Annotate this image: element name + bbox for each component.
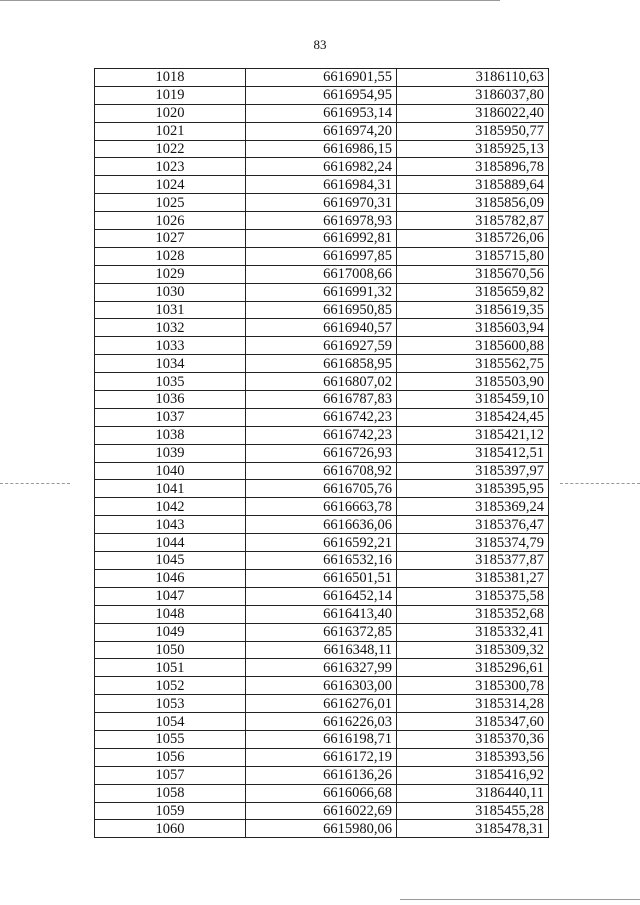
table-row	[95, 69, 549, 87]
y-coordinate-cell: 3185896,78	[397, 158, 549, 176]
x-coordinate-cell: 6616901,55	[246, 69, 397, 87]
point-number-cell: 1027	[95, 230, 246, 248]
x-coordinate-cell: 6616022,69	[246, 802, 397, 820]
y-coordinate-cell: 3185376,47	[397, 516, 549, 534]
point-number-cell: 1035	[95, 373, 246, 391]
table-row	[95, 569, 549, 587]
x-coordinate-cell: 6616787,83	[246, 391, 397, 409]
y-coordinate-cell: 3185377,87	[397, 552, 549, 570]
point-number-cell: 1059	[95, 802, 246, 820]
y-coordinate-cell: 3186022,40	[397, 104, 549, 122]
table-row	[95, 212, 549, 230]
x-coordinate-cell: 6616136,26	[246, 766, 397, 784]
point-number-cell: 1025	[95, 194, 246, 212]
y-coordinate-cell: 3185562,75	[397, 355, 549, 373]
point-number-cell: 1060	[95, 820, 246, 838]
y-coordinate-cell: 3185670,56	[397, 265, 549, 283]
table-row	[95, 748, 549, 766]
y-coordinate-cell: 3185369,24	[397, 498, 549, 516]
point-number-cell: 1024	[95, 176, 246, 194]
y-coordinate-cell: 3186440,11	[397, 784, 549, 802]
table-row	[95, 552, 549, 570]
x-coordinate-cell: 6616940,57	[246, 319, 397, 337]
bottom-scan-edge	[400, 899, 640, 900]
left-scan-mark	[0, 483, 70, 484]
right-scan-mark	[560, 483, 640, 484]
y-coordinate-cell: 3185416,92	[397, 766, 549, 784]
table-row	[95, 104, 549, 122]
y-coordinate-cell: 3185950,77	[397, 122, 549, 140]
y-coordinate-cell: 3185478,31	[397, 820, 549, 838]
y-coordinate-cell: 3185375,58	[397, 587, 549, 605]
y-coordinate-cell: 3185395,95	[397, 480, 549, 498]
y-coordinate-cell: 3185393,56	[397, 748, 549, 766]
x-coordinate-cell: 6616742,23	[246, 426, 397, 444]
table-row	[95, 194, 549, 212]
point-number-cell: 1020	[95, 104, 246, 122]
y-coordinate-cell: 3185856,09	[397, 194, 549, 212]
point-number-cell: 1050	[95, 641, 246, 659]
x-coordinate-cell: 6616413,40	[246, 605, 397, 623]
x-coordinate-cell: 6616954,95	[246, 86, 397, 104]
x-coordinate-cell: 6616970,31	[246, 194, 397, 212]
table-row	[95, 408, 549, 426]
point-number-cell: 1036	[95, 391, 246, 409]
table-row	[95, 391, 549, 409]
y-coordinate-cell: 3185314,28	[397, 695, 549, 713]
point-number-cell: 1033	[95, 337, 246, 355]
y-coordinate-cell: 3185603,94	[397, 319, 549, 337]
y-coordinate-cell: 3185397,97	[397, 462, 549, 480]
x-coordinate-cell: 6616452,14	[246, 587, 397, 605]
point-number-cell: 1053	[95, 695, 246, 713]
x-coordinate-cell: 6616303,00	[246, 677, 397, 695]
y-coordinate-cell: 3185374,79	[397, 534, 549, 552]
table-row	[95, 158, 549, 176]
y-coordinate-cell: 3185347,60	[397, 713, 549, 731]
point-number-cell: 1041	[95, 480, 246, 498]
x-coordinate-cell: 6616592,21	[246, 534, 397, 552]
x-coordinate-cell: 6616991,32	[246, 283, 397, 301]
x-coordinate-cell: 6615980,06	[246, 820, 397, 838]
table-row	[95, 802, 549, 820]
point-number-cell: 1044	[95, 534, 246, 552]
y-coordinate-cell: 3185459,10	[397, 391, 549, 409]
point-number-cell: 1037	[95, 408, 246, 426]
y-coordinate-cell: 3185455,28	[397, 802, 549, 820]
point-number-cell: 1048	[95, 605, 246, 623]
point-number-cell: 1034	[95, 355, 246, 373]
page-number: 83	[313, 37, 327, 52]
point-number-cell: 1026	[95, 212, 246, 230]
y-coordinate-cell: 3185296,61	[397, 659, 549, 677]
table-row	[95, 301, 549, 319]
table-row	[95, 140, 549, 158]
x-coordinate-cell: 6616705,76	[246, 480, 397, 498]
point-number-cell: 1049	[95, 623, 246, 641]
x-coordinate-cell: 6616172,19	[246, 748, 397, 766]
point-number-cell: 1055	[95, 730, 246, 748]
coordinates-table	[94, 68, 549, 838]
table-row	[95, 516, 549, 534]
point-number-cell: 1028	[95, 247, 246, 265]
x-coordinate-cell: 6616974,20	[246, 122, 397, 140]
table-row	[95, 623, 549, 641]
table-row	[95, 480, 549, 498]
x-coordinate-cell: 6616742,23	[246, 408, 397, 426]
y-coordinate-cell: 3185782,87	[397, 212, 549, 230]
table-row	[95, 373, 549, 391]
coordinates-table-body	[95, 69, 549, 838]
table-row	[95, 444, 549, 462]
x-coordinate-cell: 6616708,92	[246, 462, 397, 480]
y-coordinate-cell: 3185352,68	[397, 605, 549, 623]
table-row	[95, 784, 549, 802]
y-coordinate-cell: 3185370,36	[397, 730, 549, 748]
point-number-cell: 1052	[95, 677, 246, 695]
y-coordinate-cell: 3185659,82	[397, 283, 549, 301]
table-row	[95, 265, 549, 283]
x-coordinate-cell: 6616986,15	[246, 140, 397, 158]
x-coordinate-cell: 6616372,85	[246, 623, 397, 641]
point-number-cell: 1040	[95, 462, 246, 480]
point-number-cell: 1042	[95, 498, 246, 516]
table-row	[95, 86, 549, 104]
x-coordinate-cell: 6616927,59	[246, 337, 397, 355]
table-row	[95, 355, 549, 373]
table-row	[95, 534, 549, 552]
table-row	[95, 677, 549, 695]
table-row	[95, 713, 549, 731]
point-number-cell: 1057	[95, 766, 246, 784]
point-number-cell: 1032	[95, 319, 246, 337]
table-row	[95, 337, 549, 355]
y-coordinate-cell: 3185421,12	[397, 426, 549, 444]
table-row	[95, 319, 549, 337]
point-number-cell: 1056	[95, 748, 246, 766]
table-row	[95, 498, 549, 516]
table-row	[95, 695, 549, 713]
table-row	[95, 605, 549, 623]
y-coordinate-cell: 3185715,80	[397, 247, 549, 265]
x-coordinate-cell: 6617008,66	[246, 265, 397, 283]
x-coordinate-cell: 6616807,02	[246, 373, 397, 391]
x-coordinate-cell: 6616663,78	[246, 498, 397, 516]
x-coordinate-cell: 6616276,01	[246, 695, 397, 713]
x-coordinate-cell: 6616066,68	[246, 784, 397, 802]
x-coordinate-cell: 6616226,03	[246, 713, 397, 731]
y-coordinate-cell: 3185381,27	[397, 569, 549, 587]
y-coordinate-cell: 3185503,90	[397, 373, 549, 391]
x-coordinate-cell: 6616997,85	[246, 247, 397, 265]
table-row	[95, 820, 549, 838]
table-row	[95, 230, 549, 248]
point-number-cell: 1021	[95, 122, 246, 140]
x-coordinate-cell: 6616950,85	[246, 301, 397, 319]
table-row	[95, 587, 549, 605]
point-number-cell: 1018	[95, 69, 246, 87]
point-number-cell: 1051	[95, 659, 246, 677]
y-coordinate-cell: 3185726,06	[397, 230, 549, 248]
table-row	[95, 659, 549, 677]
table-row	[95, 426, 549, 444]
x-coordinate-cell: 6616978,93	[246, 212, 397, 230]
table-row	[95, 283, 549, 301]
y-coordinate-cell: 3185309,32	[397, 641, 549, 659]
top-scan-edge	[0, 0, 500, 1]
point-number-cell: 1022	[95, 140, 246, 158]
table-row	[95, 247, 549, 265]
point-number-cell: 1023	[95, 158, 246, 176]
point-number-cell: 1030	[95, 283, 246, 301]
point-number-cell: 1047	[95, 587, 246, 605]
y-coordinate-cell: 3185619,35	[397, 301, 549, 319]
point-number-cell: 1058	[95, 784, 246, 802]
table-row	[95, 641, 549, 659]
table-row	[95, 176, 549, 194]
point-number-cell: 1029	[95, 265, 246, 283]
y-coordinate-cell: 3185332,41	[397, 623, 549, 641]
y-coordinate-cell: 3185600,88	[397, 337, 549, 355]
table-row	[95, 122, 549, 140]
x-coordinate-cell: 6616726,93	[246, 444, 397, 462]
y-coordinate-cell: 3185300,78	[397, 677, 549, 695]
table-row	[95, 766, 549, 784]
x-coordinate-cell: 6616501,51	[246, 569, 397, 587]
x-coordinate-cell: 6616858,95	[246, 355, 397, 373]
x-coordinate-cell: 6616982,24	[246, 158, 397, 176]
y-coordinate-cell: 3185424,45	[397, 408, 549, 426]
point-number-cell: 1043	[95, 516, 246, 534]
y-coordinate-cell: 3185412,51	[397, 444, 549, 462]
y-coordinate-cell: 3186037,80	[397, 86, 549, 104]
x-coordinate-cell: 6616327,99	[246, 659, 397, 677]
x-coordinate-cell: 6616992,81	[246, 230, 397, 248]
x-coordinate-cell: 6616984,31	[246, 176, 397, 194]
point-number-cell: 1045	[95, 552, 246, 570]
x-coordinate-cell: 6616348,11	[246, 641, 397, 659]
y-coordinate-cell: 3185925,13	[397, 140, 549, 158]
point-number-cell: 1046	[95, 569, 246, 587]
x-coordinate-cell: 6616532,16	[246, 552, 397, 570]
x-coordinate-cell: 6616953,14	[246, 104, 397, 122]
table-row	[95, 730, 549, 748]
x-coordinate-cell: 6616636,06	[246, 516, 397, 534]
point-number-cell: 1039	[95, 444, 246, 462]
point-number-cell: 1019	[95, 86, 246, 104]
y-coordinate-cell: 3186110,63	[397, 69, 549, 87]
y-coordinate-cell: 3185889,64	[397, 176, 549, 194]
point-number-cell: 1031	[95, 301, 246, 319]
point-number-cell: 1038	[95, 426, 246, 444]
x-coordinate-cell: 6616198,71	[246, 730, 397, 748]
table-row	[95, 462, 549, 480]
point-number-cell: 1054	[95, 713, 246, 731]
